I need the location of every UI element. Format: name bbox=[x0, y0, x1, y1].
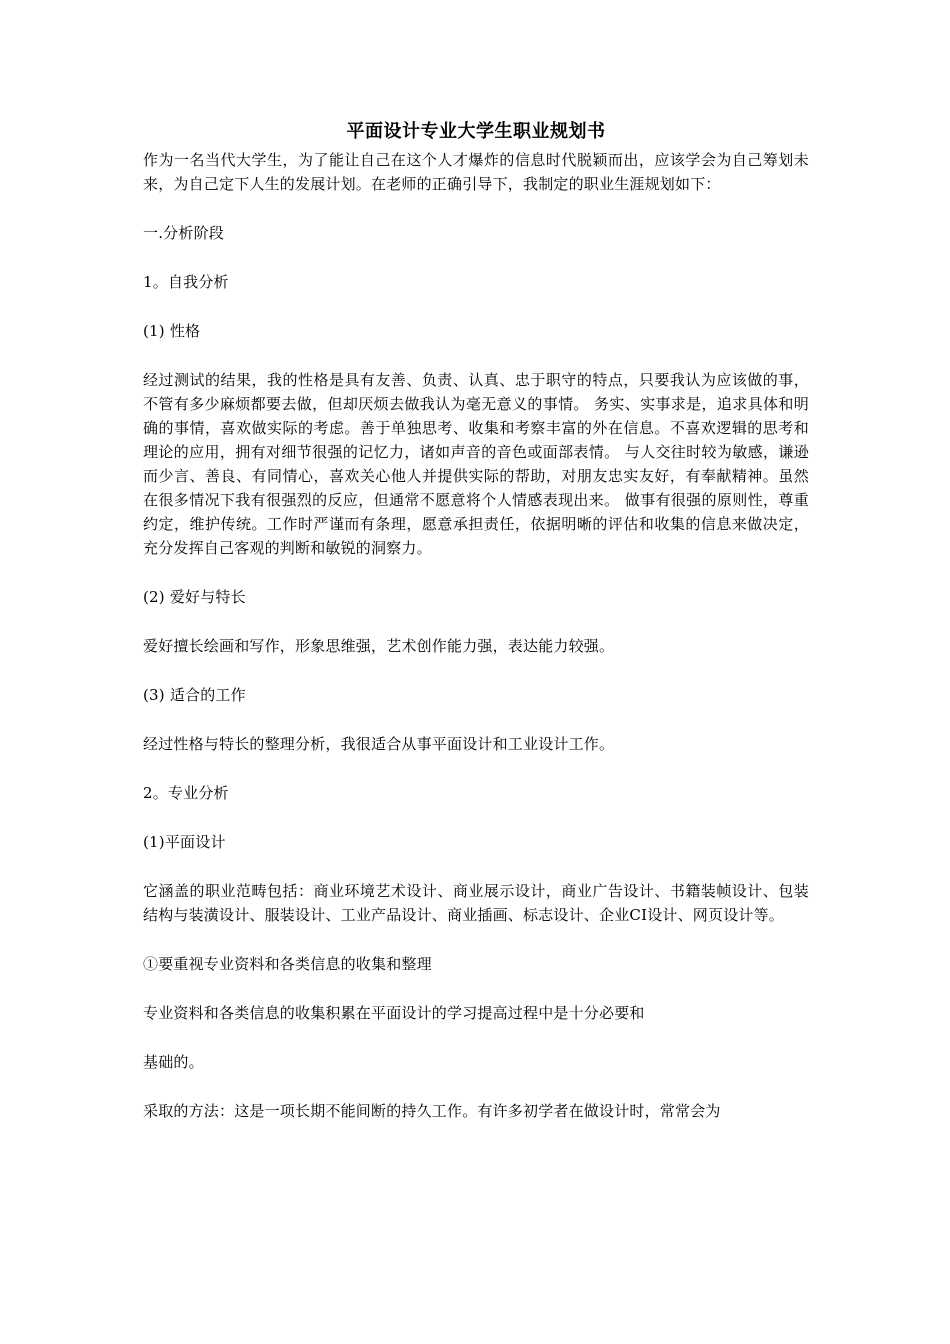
item-heading-hobbies: (2) 爱好与特长 bbox=[143, 588, 246, 606]
suitable-work-paragraph: 经过性格与特长的整理分析，我很适合从事平面设计和工业设计工作。 bbox=[143, 735, 615, 753]
personality-paragraph: 经过测试的结果，我的性格是具有友善、负责、认真、忠于职守的特点，只要我认为应该做的事，不管有多少麻烦都要去做，但却厌烦去做我认为毫无意义的事情。 务实、实事求是，追求具体和明确的事情，喜欢做实际的考虑。善于单独思考、收集和考察丰富的外在信息。不喜欢逻辑的思考和理论的应用，拥有对细节很强的记忆力，诸如声音的音色或面部表情。 与人交往时较为敏感，谦逊而少言、善良、有同情心，喜欢关心他人并提供实际的帮助，对朋友忠实友好，有奉献精神。虽然在很多情况下我有很强烈的反应，但通常不愿意将个人情感表现出来。 做事有很强的原则性，尊重约定，维护传统。工作时严谨而有条理，愿意承担责任，依据明晰的评估和收集的信息来做决定，充分发挥自己客观的判断和敏锐的洞察力。 bbox=[143, 371, 809, 557]
document-title: 平面设计专业大学生职业规划书 bbox=[346, 121, 606, 142]
item-heading-graphic-design: (1)平面设计 bbox=[143, 833, 226, 851]
point-heading-collect-info: ①要重视专业资料和各类信息的收集和整理 bbox=[143, 955, 432, 973]
subsection-heading-self-analysis: 1。自我分析 bbox=[143, 273, 229, 291]
method-paragraph: 采取的方法：这是一项长期不能间断的持久工作。有许多初学者在做设计时，常常会为 bbox=[143, 1102, 721, 1120]
subsection-heading-major-analysis: 2。专业分析 bbox=[143, 784, 229, 802]
collect-info-paragraph-a: 专业资料和各类信息的收集积累在平面设计的学习提高过程中是十分必要和 bbox=[143, 1004, 645, 1022]
item-heading-personality: (1) 性格 bbox=[143, 322, 201, 340]
intro-paragraph: 作为一名当代大学生，为了能让自己在这个人才爆炸的信息时代脱颖而出，应该学会为自己筹划未来，为自己定下人生的发展计划。在老师的正确引导下，我制定的职业生涯规划如下： bbox=[143, 151, 809, 193]
graphic-design-paragraph: 它涵盖的职业范畴包括：商业环境艺术设计、商业展示设计，商业广告设计、书籍装帧设计、包装结构与装潢设计、服装设计、工业产品设计、商业插画、标志设计、企业CI设计、网页设计等。 bbox=[143, 882, 809, 924]
item-heading-suitable-work: (3) 适合的工作 bbox=[143, 686, 246, 704]
document-page bbox=[143, 118, 809, 1123]
collect-info-paragraph-b: 基础的。 bbox=[143, 1053, 204, 1071]
section-heading-analysis: 一.分析阶段 bbox=[143, 224, 224, 242]
hobbies-paragraph: 爱好擅长绘画和写作，形象思维强，艺术创作能力强，表达能力较强。 bbox=[143, 637, 615, 655]
